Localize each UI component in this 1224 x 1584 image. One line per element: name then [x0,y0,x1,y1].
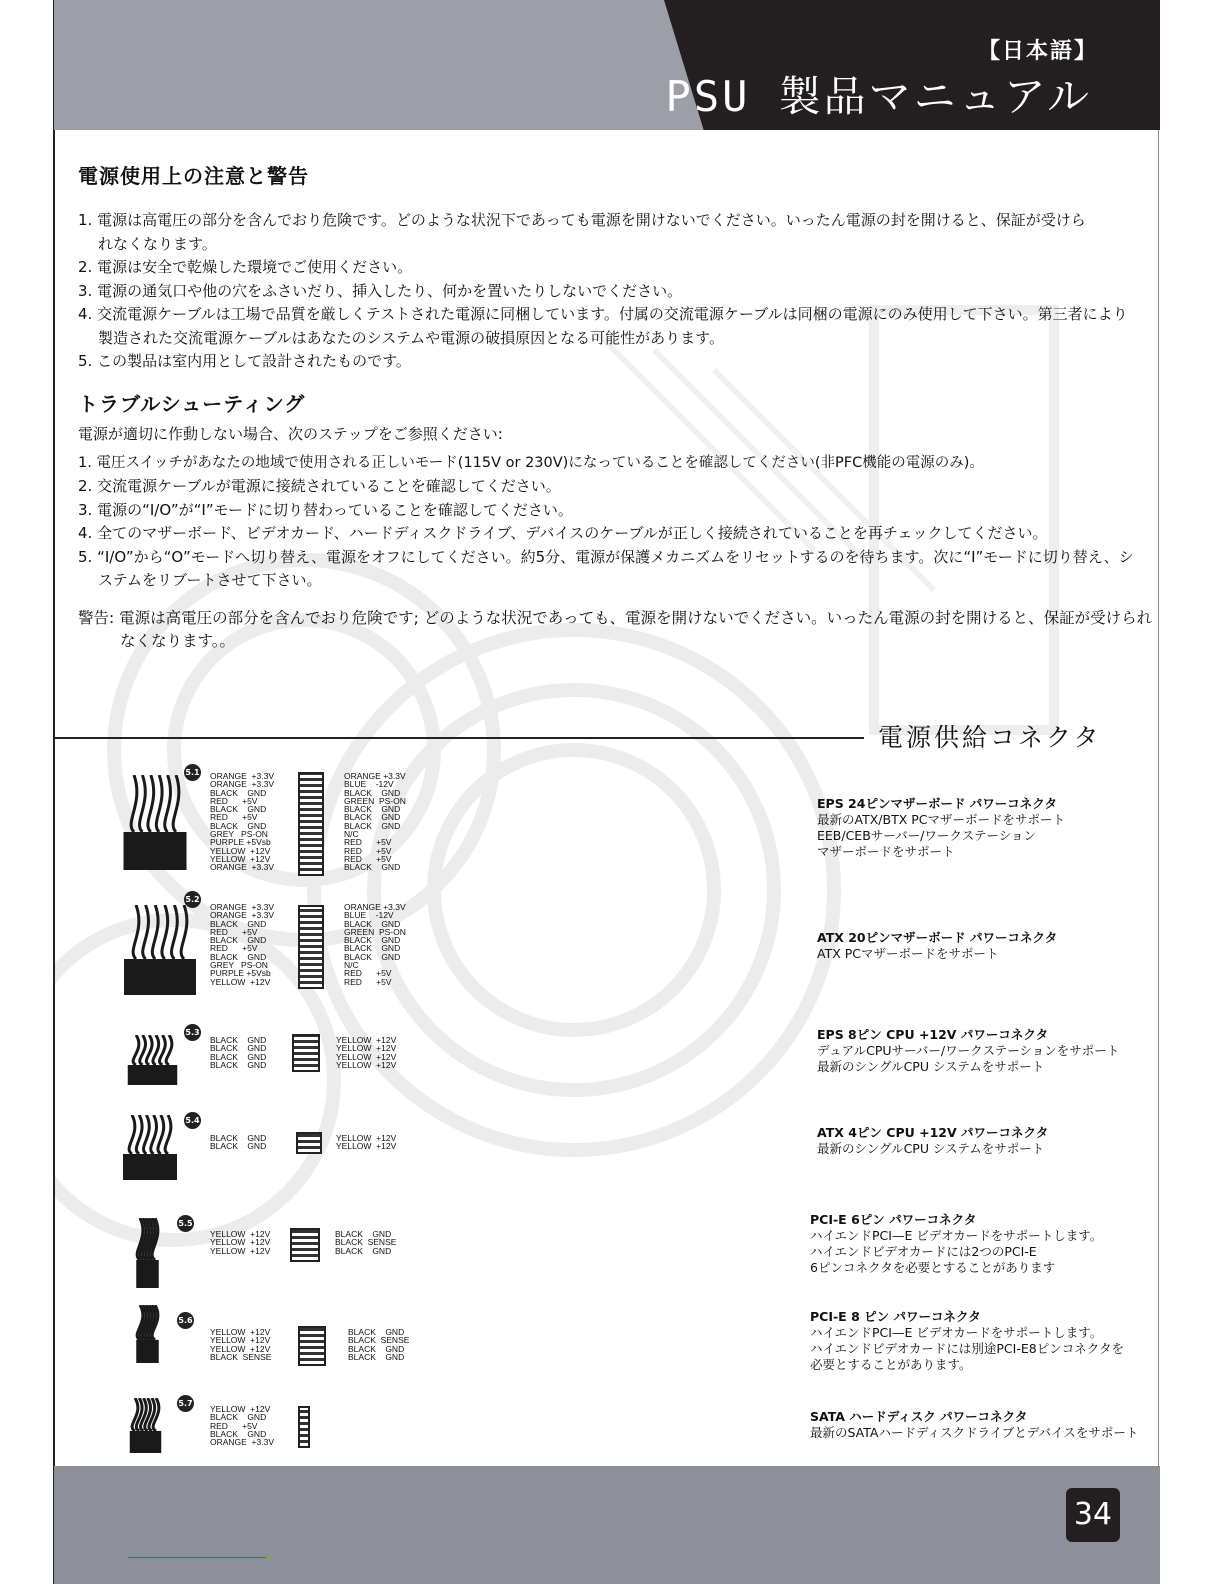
pinout-left [210,903,274,986]
pin-label: YELLOW +12V [210,1343,271,1354]
pin-label: YELLOW +12V [336,1035,397,1045]
connector-plug-icon [296,1132,322,1154]
pin-label: BLACK SENSE [348,1335,410,1346]
pin-label: BLACK GND [210,918,267,929]
connector-badge: 5.7 [177,1395,194,1412]
pin-label: BLACK GND [344,935,401,946]
pinout-left [210,772,274,872]
pin-label: BLACK GND [210,1428,267,1439]
connector-description [810,1309,1124,1373]
pin-label: BLACK GND [210,804,267,815]
pin-label: BLACK GND [210,1043,267,1054]
pin-label: RED +5V [210,795,258,806]
main-content [78,160,1158,654]
pin-label: BLACK GND [344,951,401,962]
cable-illustration-icon [120,775,190,870]
pin-label: BLACK GND [210,1035,267,1045]
list-item: 4. 交流電源ケーブルは工場で品質を厳しくテストされた電源に同梱しています。付属の交流電源ケーブルは同梱の電源にのみ使用して下さい。第三者により製造された交流電源ケーブルはあなたのシステムや電源の破損原因となる可能性があります。 [78,305,1128,347]
pin-label: BLACK GND [335,1245,392,1256]
pin-label: YELLOW +12V [210,976,271,987]
pin-label: BLUE -12V [344,779,394,790]
pinout-right [335,1230,396,1255]
list-item: 4. 全てのマザーボード、ビデオカード、ハードディスクドライブ、デバイスのケーブルが正しく接続されていることを再チェックしてください。 [78,524,1048,542]
list-item: 1. 電圧スイッチがあなたの地域で使用される正しいモード(115V or 230V)になっていることを確認してください(非PFC機能の電源のみ)。 [78,454,984,471]
language-tag: 【日本語】 [977,39,1098,64]
section-divider [54,737,864,739]
connector-title: PCI-E 6ピン パワーコネクタ [810,1212,977,1227]
pin-label: RED +5V [344,845,392,856]
pin-label: YELLOW +12V [336,1051,397,1062]
pin-label: BLACK GND [348,1343,405,1354]
pin-label: YELLOW +12V [210,1404,271,1414]
connector-title: ATX 4ピン CPU +12V パワーコネクタ [817,1125,1049,1140]
connector-description-line: ハイエンドPCI—E ビデオカードをサポートします。 [810,1325,1103,1340]
pin-label: GREY PS-ON [210,960,268,971]
pin-label: RED +5V [344,968,392,979]
pin-label: BLACK GND [344,812,401,823]
connector-description [810,1409,1138,1441]
pin-label: RED +5V [210,812,258,823]
connector-badge: 5.1 [184,764,201,781]
pin-label: BLACK GND [210,1133,267,1143]
pinout-right [344,903,406,986]
connector-description-line: 最新のATX/BTX PCマザーボードをサポート [817,812,1066,827]
pin-label: N/C [344,829,359,840]
connector-description-line: 6ピンコネクタを必要とすることがあります [810,1260,1056,1275]
connector-description-line: ハイエンドPCI—E ビデオカードをサポートします。 [810,1228,1103,1243]
connector-description-line: ATX PCマザーボードをサポート [817,946,999,961]
pin-label: BLACK GND [210,951,267,962]
pin-label: BLACK GND [348,1351,405,1362]
connector-description-line: ハイエンドビデオカードには別途PCI-E8ピンコネクタを [810,1341,1124,1356]
cable-illustration-icon [120,905,200,995]
cable-illustration-icon [128,1398,163,1453]
pin-label: YELLOW +12V [336,1043,397,1054]
connector-badge: 5.2 [184,891,201,908]
pin-label: ORANGE +3.3V [344,902,406,912]
cable-illustration-icon [125,1035,180,1085]
pin-label: BLACK GND [210,820,267,831]
connector-description [817,796,1065,860]
cable-illustration-icon [120,1115,180,1180]
right-border [1158,0,1159,1584]
pin-label: RED +5V [210,1420,258,1431]
warning-note: 警告: 電源は高電圧の部分を含んでおり危険です; どのような状況であっても、電源を開けないでください。いったん電源の封を開けると、保証が受けられなくなります。。 [78,608,1153,650]
list-item: 2. 交流電源ケーブルが電源に接続されていることを確認してください。 [78,477,561,495]
pin-label: GREEN PS-ON [344,795,406,806]
pin-label: ORANGE +3.3V [210,1437,275,1448]
connector-description-line: 最新のシングルCPU システムをサポート [817,1059,1045,1074]
pin-label: BLACK GND [210,935,267,946]
connector-description-line: EEB/CEBサーバー/ワークステーション [817,828,1036,843]
connector-title: SATA ハードディスク パワーコネクタ [810,1409,1028,1424]
pin-label: BLACK SENSE [335,1237,397,1248]
pin-label: GREY PS-ON [210,829,268,840]
pin-label: RED +5V [344,853,392,864]
pin-label: PURPLE +5Vsb [210,837,271,848]
cable-illustration-icon [135,1305,160,1363]
pin-label: ORANGE +3.3V [344,771,406,781]
pin-label: BLACK GND [344,943,401,954]
pin-label: YELLOW +12V [336,1059,397,1070]
connector-plug-icon [290,1228,320,1262]
pinout-left [210,1036,266,1069]
connector-title: ATX 20ピンマザーボード パワーコネクタ [817,930,1058,945]
pinout-right [336,1036,396,1069]
pin-label: YELLOW +12V [336,1141,397,1152]
connector-title: EPS 24ピンマザーボード パワーコネクタ [817,796,1058,811]
pin-label: BLACK GND [344,862,401,873]
pin-label: YELLOW +12V [336,1133,397,1143]
connector-plug-icon [298,1406,310,1448]
pin-label: BLACK GND [210,1141,267,1152]
pinout-left [210,1328,271,1361]
list-item: 3. 電源の“I/O”が“I”モードに切り替わっていることを確認してください。 [78,500,573,519]
pinout-right [344,772,406,872]
connector-description-line: 最新のSATAハードディスクドライブとデバイスをサポート [810,1425,1139,1440]
pin-label: BLUE -12V [344,910,394,921]
pin-label: BLACK SENSE [210,1351,272,1362]
footer-band [54,1466,1160,1584]
connector-plug-icon [292,1034,320,1072]
cautions-heading: 電源使用上の注意と警告 [78,164,309,188]
pin-label: YELLOW +12V [210,1229,271,1239]
connector-title: PCI-E 8 ピン パワーコネクタ [810,1309,981,1324]
list-item: 2. 電源は安全で乾燥した環境でご使用ください。 [78,258,413,276]
pinout-left [210,1405,274,1446]
list-item: 3. 電源の通気口や他の穴をふさいだり、挿入したり、何かを置いたりしないでください。 [78,281,683,300]
connector-description [817,1027,1119,1075]
connector-description [817,930,1057,962]
pin-label: ORANGE +3.3V [210,862,275,873]
left-border [53,0,55,1584]
pin-label: YELLOW +12V [210,845,271,856]
connectors-section-title: 電源供給コネクタ [878,723,1102,752]
list-item: 5. この製品は室内用として設計されたものです。 [78,352,411,370]
pin-label: YELLOW +12V [210,1327,271,1337]
pin-label: BLACK GND [335,1229,392,1239]
pinout-right [336,1134,396,1151]
connector-description-line: 最新のシングルCPU システムをサポート [817,1141,1045,1156]
pin-label: BLACK GND [344,804,401,815]
troubleshooting-intro: 電源が適切に作動しない場合、次のステップをご参照ください: [78,424,503,443]
manual-title: PSU 製品マニュアル [665,72,1092,121]
pin-label: BLACK GND [344,918,401,929]
pin-label: RED +5V [344,837,392,848]
pin-label: ORANGE +3.3V [210,771,275,781]
connector-plug-icon [298,1326,326,1366]
pin-label: ORANGE +3.3V [210,902,275,912]
connector-description-line: マザーボードをサポート [817,844,955,859]
page-number: 34 [1066,1488,1120,1542]
pin-label: RED +5V [210,943,258,954]
connector-description-line: ハイエンドビデオカードには2つのPCI-E [810,1244,1037,1259]
pin-label: ORANGE +3.3V [210,910,275,921]
pin-label: BLACK GND [210,1059,267,1070]
pinout-right [348,1328,409,1361]
connector-plug-icon [298,905,324,989]
pin-label: PURPLE +5Vsb [210,968,271,979]
connector-badge: 5.4 [184,1112,201,1129]
list-item: 1. 電源は高電圧の部分を含んでおり危険です。どのような状況下であっても電源を開けないでください。いったん電源の封を開けると、保証が受けられなくなります。 [78,211,1086,253]
cable-illustration-icon [135,1218,160,1288]
pin-label: YELLOW +12V [210,1245,271,1256]
connector-description-line: 必要とすることがあります。 [810,1357,972,1372]
pin-label: BLACK GND [344,787,401,798]
pin-label: BLACK GND [210,1051,267,1062]
pin-label: ORANGE +3.3V [210,779,275,790]
pin-label: RED +5V [210,926,258,937]
connector-description-line: デュアルCPUサーバー/ワークステーションをサポート [817,1043,1120,1058]
pin-label: BLACK GND [344,820,401,831]
pin-label: RED +5V [344,976,392,987]
troubleshooting-heading: トラブルシューティング [78,391,306,416]
pinout-left [210,1134,266,1151]
connector-description [810,1212,1102,1276]
pin-label: GREEN PS-ON [344,926,406,937]
pin-label: YELLOW +12V [210,853,271,864]
footer-link-underline [128,1557,266,1558]
connector-plug-icon [298,772,324,876]
list-item: 5. “I/O”から“O”モードへ切り替え、電源をオフにしてください。約5分、電源が保護メカニズムをリセットするのを待ちます。次に“I”モードに切り替え、システムをリブートさせて下さい。 [78,547,1134,589]
connector-title: EPS 8ピン CPU +12V パワーコネクタ [817,1027,1049,1042]
pin-label: BLACK GND [210,1412,267,1423]
pin-label: BLACK GND [210,787,267,798]
pin-label: N/C [344,960,359,971]
connector-badge: 5.3 [184,1024,201,1041]
connector-badge: 5.6 [177,1312,194,1329]
pin-label: YELLOW +12V [210,1335,271,1346]
cautions-list [78,209,1158,374]
pin-label: BLACK GND [348,1327,405,1337]
pin-label: YELLOW +12V [210,1237,271,1248]
connector-description [817,1125,1048,1157]
troubleshooting-list [78,452,1158,593]
pinout-left [210,1230,270,1255]
connector-badge: 5.5 [177,1215,194,1232]
